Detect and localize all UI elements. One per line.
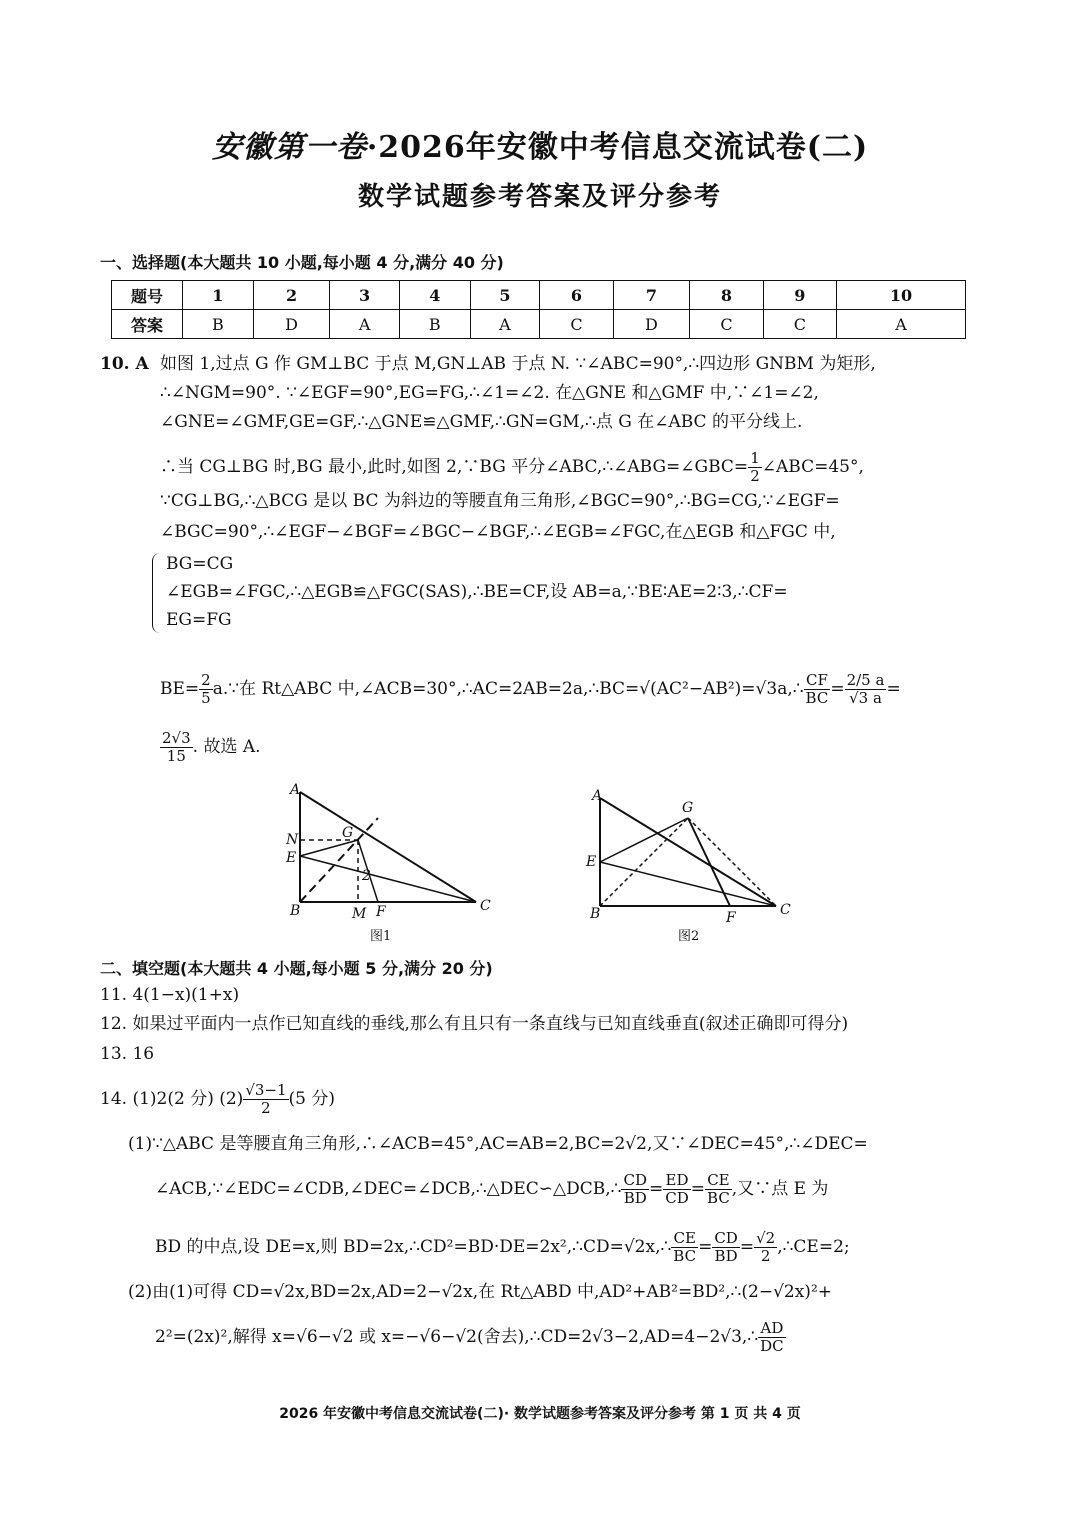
section2-heading: 二、填空题(本大题共 4 小题,每小题 5 分,满分 20 分): [100, 959, 493, 978]
table-cell: C: [540, 310, 613, 339]
table-cell: 6: [540, 281, 613, 310]
denominator: BC: [805, 689, 829, 707]
q10-text: BE=: [160, 679, 200, 699]
fraction: [754, 1230, 777, 1265]
q14-text: ∠ACB,∵∠EDC=∠CDB,∠DEC=∠DCB,∴△DEC∽△DCB,∴: [155, 1179, 622, 1199]
table-cell: 7: [613, 281, 690, 310]
fraction: [621, 1172, 649, 1207]
point-label: N: [286, 832, 299, 848]
table-cell: D: [253, 310, 330, 339]
numerator: 1: [750, 449, 760, 467]
fraction: [199, 672, 213, 707]
table-cell: 2: [253, 281, 330, 310]
page-title: [0, 122, 1080, 166]
table-cell: C: [763, 310, 836, 339]
title-text: ·2026年安徽中考信息交流试卷(二): [366, 130, 869, 165]
numerator: AD: [758, 1320, 786, 1338]
figure-caption: 图1: [370, 929, 392, 944]
point-label: E: [286, 850, 297, 866]
denominator: 2: [760, 1247, 771, 1265]
q14-line: ∠ACB,∵∠EDC=∠CDB,∠DEC=∠DCB,∴△DEC∽△DCB,∴ $\frac{CD}{BD}$ = $\frac{ED}{CD}$ = $\frac{CE}{BC}$ ,又∵点 E 为: [155, 1171, 829, 1207]
point-label: M: [352, 906, 367, 922]
point-label: F: [376, 904, 386, 920]
q14-line: [155, 1320, 786, 1355]
system-brace: [152, 553, 163, 633]
table-cell: A: [470, 310, 540, 339]
row-label: 答案: [112, 310, 183, 339]
point-label: C: [780, 902, 791, 918]
line-gc: [688, 818, 776, 906]
line-ec: [600, 862, 776, 906]
q10-line: ∴∠NGM=90°. ∵∠EGF=90°,EG=FG,∴∠1=∠2. 在△GNE 和△GMF 中,∵∠1=∠2,: [160, 383, 819, 403]
numerator: CD: [714, 1229, 738, 1247]
bisector-line: [300, 818, 378, 902]
fraction: [671, 1230, 698, 1265]
answer-table: [111, 280, 966, 339]
point-label: F: [726, 910, 736, 926]
point-label: G: [342, 825, 354, 841]
table-cell: 1: [183, 281, 254, 310]
q10-line: BE= $\frac{2}{5}$ a.∵在 Rt△ABC 中,∠ACB=30°,∴AC=2AB=2a,∴BC=√(AC²−AB²)=√3a,∴ $\frac{CF}{BC}$ = $\frac{2/5 a}{√3 a}$ =: [160, 671, 901, 707]
page-footer: 2026 年安徽中考信息交流试卷(二)· 数学试题参考答案及评分参考 第 1 页 共 4 页: [279, 1406, 801, 1422]
fraction: [758, 1320, 786, 1355]
q10-line: ∵CG⊥BG,∴△BCG 是以 BC 为斜边的等腰直角三角形,∠BGC=90°,∴BG=CG,∵∠EGF=: [160, 491, 840, 511]
denominator: CD: [665, 1189, 689, 1207]
point-label: G: [682, 800, 694, 816]
figure-caption: 图2: [678, 929, 700, 944]
fraction: [663, 1172, 691, 1207]
denominator: 2: [261, 1099, 271, 1117]
table-cell: D: [613, 310, 690, 339]
q10-line: [160, 450, 864, 485]
q14-text: 14. (1)2(2 分) (2): [100, 1089, 244, 1109]
denominator: √3 a: [849, 689, 882, 707]
denominator: BC: [707, 1189, 730, 1207]
q14-text: ,又∵点 E 为: [731, 1179, 829, 1199]
q10-text: . 故选 A.: [192, 737, 261, 757]
q14-text: 2²=(2x)²,解得 x=√6−√2 或 x=−√6−√2(舍去),∴CD=2√3−2,AD=4−2√3,∴: [155, 1327, 759, 1347]
q10-system-line: BG=CG: [166, 554, 234, 574]
denominator: BD: [714, 1247, 738, 1265]
table-cell: 10: [837, 281, 966, 310]
q10-line: [160, 730, 261, 765]
brand-logo-text: 安徽第一卷: [211, 130, 367, 165]
q10-text: ∴当 CG⊥BG 时,BG 最小,此时,如图 2,∵BG 平分∠ABC,∴∠ABG=∠GBC=: [160, 457, 749, 477]
q14-line: BD 的中点,设 DE=x,则 BD=2x,∴CD²=BD·DE=2x²,∴CD=√2x,∴ $\frac{CE}{BC}$ = $\frac{CD}{BD}$ = $\frac{√2}{2}$ ,∴CE=2;: [155, 1229, 850, 1265]
fraction: [705, 1172, 732, 1207]
q10-line: 如图 1,过点 G 作 GM⊥BC 于点 M,GN⊥AB 于点 N. ∵∠ABC=90°,∴四边形 GNBM 为矩形,: [160, 354, 876, 374]
table-cell: 3: [330, 281, 400, 310]
fraction: [712, 1230, 740, 1265]
figure-1: [285, 782, 491, 944]
point-label: A: [290, 782, 301, 798]
numerator: ED: [663, 1172, 691, 1190]
q10-text: ∠ABC=45°,: [761, 457, 864, 477]
q10-label: 10. A: [100, 354, 149, 374]
denominator: BD: [623, 1189, 647, 1207]
q10-system-line: EG=FG: [166, 610, 232, 630]
line-ac: [300, 792, 476, 902]
q10-text: =: [830, 679, 845, 699]
point-label: E: [586, 854, 597, 870]
table-cell: B: [183, 310, 254, 339]
denominator: BC: [673, 1247, 697, 1265]
denominator: 2: [750, 467, 760, 485]
point-label: C: [480, 898, 491, 914]
line-bg: [600, 818, 688, 906]
point-label: B: [590, 906, 601, 922]
q11-answer: 11. 4(1−x)(1+x): [100, 985, 240, 1005]
q14-line: (1)∵△ABC 是等腰直角三角形,∴∠ACB=45°,AC=AB=2,BC=2√2,又∵∠DEC=45°,∴∠DEC=: [128, 1134, 868, 1154]
line-gf: [688, 818, 730, 906]
section1-heading: 一、选择题(本大题共 10 小题,每小题 4 分,满分 40 分): [100, 253, 504, 272]
q10-line: ∠BGC=90°,∴∠EGF−∠BGF=∠BGC−∠BGF,∴∠EGB=∠FGC,在△EGB 和△FGC 中,: [160, 522, 836, 542]
denominator: 5: [201, 689, 211, 707]
geometry-figures: [270, 778, 830, 948]
fraction: [804, 672, 831, 707]
table-cell: 9: [763, 281, 836, 310]
row-label: 题号: [112, 281, 183, 310]
denominator: DC: [760, 1337, 784, 1355]
numerator: CD: [623, 1171, 647, 1189]
denominator: 15: [166, 747, 186, 765]
q14-text: (5 分): [288, 1089, 336, 1109]
table-row: [112, 281, 966, 310]
numerator: CF: [804, 672, 831, 690]
page-subtitle: 数学试题参考答案及评分参考: [357, 182, 722, 212]
fraction: [748, 450, 762, 485]
q10-text: a.∵在 Rt△ABC 中,∠ACB=30°,∴AC=2AB=2a,∴BC=√(AC²−AB²)=√3a,∴: [212, 679, 804, 699]
q12-answer: 12. 如果过平面内一点作已知直线的垂线,那么有且只有一条直线与已知直线垂直(叙述正确即可得分): [100, 1014, 849, 1034]
table-row: [112, 310, 966, 339]
q14-answer: [100, 1082, 335, 1117]
fraction: [845, 672, 887, 707]
line-ec: [300, 856, 476, 902]
q13-answer: 13. 16: [100, 1044, 155, 1064]
q14-text: ,∴CE=2;: [777, 1237, 850, 1257]
fraction: [243, 1082, 288, 1117]
q10-line: ∠GNE=∠GMF,GE=GF,∴△GNE≌△GMF,∴GN=GM,∴点 G 在∠ABC 的平分线上.: [160, 412, 803, 432]
numerator: CE: [671, 1230, 698, 1248]
angle-label: 2: [362, 868, 371, 884]
table-cell: B: [399, 310, 470, 339]
table-cell: 5: [470, 281, 540, 310]
table-cell: C: [690, 310, 763, 339]
table-cell: A: [837, 310, 966, 339]
numerator: 2/5 a: [846, 671, 885, 689]
table-cell: A: [330, 310, 400, 339]
q10-system-line: ∠EGB=∠FGC,∴△EGB≌△FGC(SAS),∴BE=CF,设 AB=a,∵BE∶AE=2∶3,∴CF=: [166, 582, 788, 602]
table-cell: 8: [690, 281, 763, 310]
figure-2: [585, 788, 791, 944]
numerator: √3−1: [245, 1081, 287, 1099]
numerator: 2√3: [162, 729, 191, 747]
table-cell: 4: [399, 281, 470, 310]
numerator: CE: [705, 1172, 732, 1190]
point-label: A: [592, 788, 603, 804]
q14-text: BD 的中点,设 DE=x,则 BD=2x,∴CD²=BD·DE=2x²,∴CD=√2x,∴: [155, 1237, 672, 1257]
numerator: √2: [756, 1229, 776, 1247]
q14-line: (2)由(1)可得 CD=√2x,BD=2x,AD=2−√2x,在 Rt△ABD 中,AD²+AB²=BD²,∴(2−√2x)²+: [128, 1282, 832, 1302]
point-label: B: [290, 903, 301, 919]
fraction: [160, 730, 193, 765]
numerator: 2: [201, 671, 211, 689]
